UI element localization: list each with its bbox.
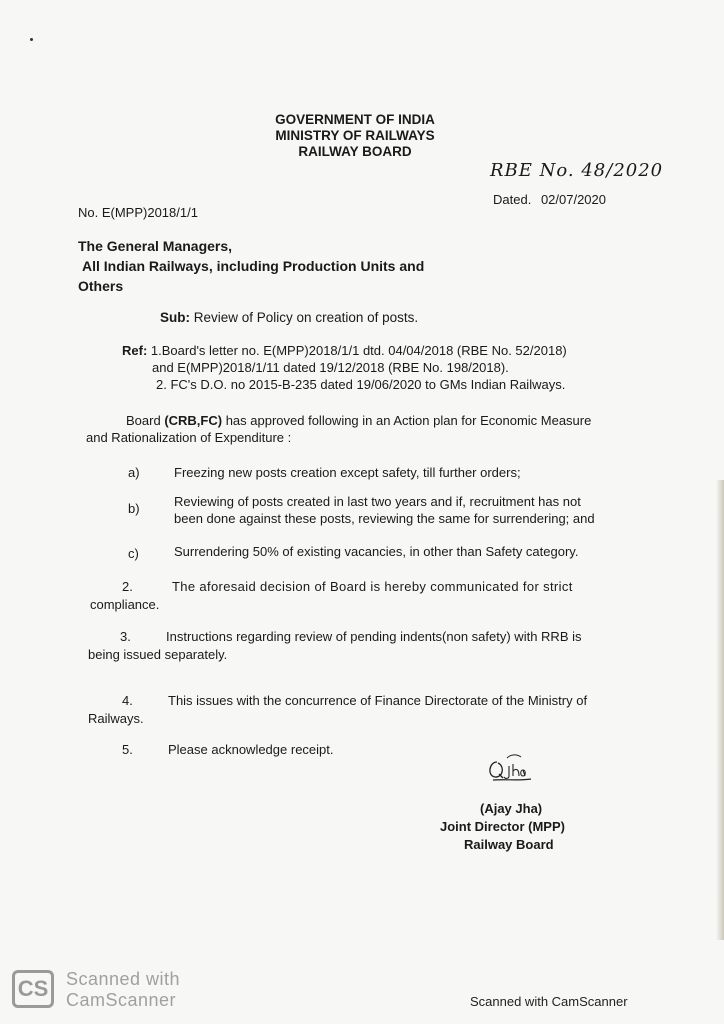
para1-rest: has approved following in an Action plan for Economic Measure xyxy=(222,413,592,428)
list-item xyxy=(128,501,140,517)
item-line-1: Surrendering 50% of existing vacancies, in other than Safety category. xyxy=(174,544,579,559)
list-item-text xyxy=(174,493,674,527)
paragraph-3-line-2: being issued separately. xyxy=(88,647,228,662)
para1-lead: Board xyxy=(126,413,165,428)
header-line-2: MINISTRY OF RAILWAYS xyxy=(275,128,435,143)
references-label: Ref: xyxy=(122,343,148,358)
dated-line xyxy=(493,192,606,208)
scan-page-edge xyxy=(716,480,724,940)
item-label: b) xyxy=(128,501,140,516)
watermark-line-2: CamScanner xyxy=(66,990,177,1010)
reference-line-3: 2. FC's D.O. no 2015-B-235 dated 19/06/2020 to GMs Indian Railways. xyxy=(156,377,566,392)
paragraph-2 xyxy=(90,578,650,614)
dated-value: 02/07/2020 xyxy=(540,192,607,207)
signer-designation: Joint Director (MPP) xyxy=(440,819,565,834)
header-block xyxy=(250,112,460,160)
paragraph-4-line-1 xyxy=(88,692,648,710)
references-block xyxy=(122,342,567,393)
para3-number: 3. xyxy=(120,629,131,644)
para2-number: 2. xyxy=(122,579,133,594)
para2-text: The aforesaid decision of Board is hereby communicated for strict xyxy=(172,579,573,594)
footer-watermark: Scanned with CamScanner xyxy=(470,994,628,1009)
subject-text: Review of Policy on creation of posts. xyxy=(193,310,419,325)
header-line-1: GOVERNMENT OF INDIA xyxy=(275,112,435,127)
camscanner-watermark-text xyxy=(66,969,180,1011)
watermark-line-1: Scanned with xyxy=(66,969,181,989)
paragraph-2-line-1 xyxy=(90,578,650,596)
subject-line xyxy=(160,310,418,326)
reference-line-2: and E(MPP)2018/1/11 dated 19/12/2018 (RBE No. 198/2018). xyxy=(152,360,509,375)
addressee-line-1: The General Managers, xyxy=(78,238,233,254)
para5-text: Please acknowledge receipt. xyxy=(168,742,334,757)
reference-text-1: 1.Board's letter no. E(MPP)2018/1/1 dtd. 04/04/2018 (RBE No. 52/2018) xyxy=(150,343,567,358)
scan-speck xyxy=(30,38,33,41)
dated-label: Dated. xyxy=(493,192,532,207)
signature-block xyxy=(440,800,580,854)
subject-label: Sub: xyxy=(160,310,190,325)
item-label: a) xyxy=(128,465,140,480)
paragraph-3-line-1 xyxy=(88,628,648,646)
paragraph-5 xyxy=(88,742,334,758)
paragraph-3 xyxy=(88,628,648,664)
para3-text: Instructions regarding review of pending indents(non safety) with RRB is xyxy=(166,629,582,644)
list-item xyxy=(128,546,139,562)
paragraph-2-line-2: compliance. xyxy=(90,597,160,612)
signature-mark xyxy=(485,752,537,788)
para1-bold: (CRB,FC) xyxy=(164,413,223,428)
letter-number: No. E(MPP)2018/1/1 xyxy=(78,205,198,220)
header-line-3: RAILWAY BOARD xyxy=(298,144,412,159)
para5-number: 5. xyxy=(122,742,133,757)
addressee-block xyxy=(78,236,424,296)
item-line-1: Reviewing of posts created in last two years and if, recruitment has not xyxy=(174,494,581,509)
list-item xyxy=(128,465,140,481)
signer-organization: Railway Board xyxy=(464,837,554,852)
item-line-2: been done against these posts, reviewing the same for surrendering; and xyxy=(174,511,595,526)
addressee-line-3: Others xyxy=(78,278,124,294)
item-line-1: Freezing new posts creation except safety, till further orders; xyxy=(174,465,521,480)
list-item-text xyxy=(174,465,674,481)
signer-name: (Ajay Jha) xyxy=(480,801,543,816)
paragraph-4-line-2: Railways. xyxy=(88,711,144,726)
para4-number: 4. xyxy=(122,693,133,708)
reference-line-1 xyxy=(122,342,567,359)
addressee-line-2: All Indian Railways, including Production Units and xyxy=(82,258,425,274)
item-label: c) xyxy=(128,546,139,561)
paragraph-1 xyxy=(86,412,656,446)
para4-text: This issues with the concurrence of Finance Directorate of the Ministry of xyxy=(168,693,588,708)
camscanner-logo: CS xyxy=(12,970,54,1008)
paragraph-1-line-1 xyxy=(86,412,656,429)
rbe-number: RBE No. 48/2020 xyxy=(490,160,664,181)
list-item-text xyxy=(174,544,674,560)
paragraph-1-line-2: and Rationalization of Expenditure : xyxy=(86,430,292,445)
paragraph-4 xyxy=(88,692,648,728)
